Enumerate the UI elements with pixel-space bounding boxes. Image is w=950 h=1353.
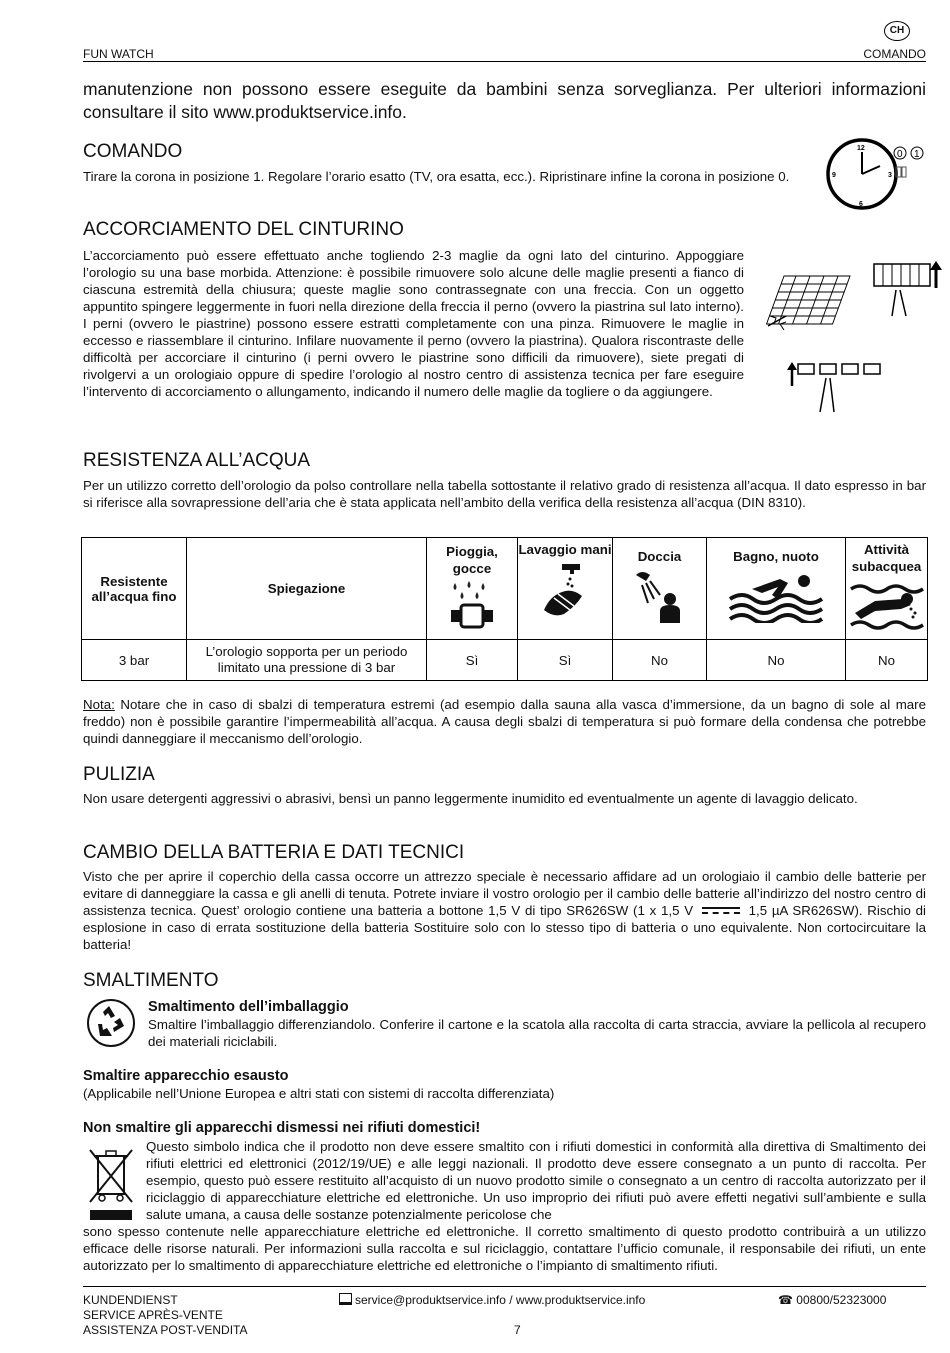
rain-drops-icon xyxy=(447,581,497,631)
apparecchio-title: Smaltire apparecchio esausto xyxy=(83,1068,289,1084)
header-pioggia-label: Pioggia, gocce xyxy=(446,544,498,576)
water-resistance-table xyxy=(81,537,928,681)
domestici-text-full: sono spesso contenute nelle apparecchiature elettriche ed elettroniche. Il corretto smaltimento di questo prodotto contribuirà a un utilizzo efficace delle risorse naturali. Per informazioni sulla raccolta e sul riciclaggio, contattare l’ufficio comunale, il responsabile dei rifiuti, un ente autorizzato per lo smaltimento di apparecchiature elettriche ed elettroniche o l’impianto di smaltimento rifiuti. xyxy=(83,1224,926,1273)
intro-text: manutenzione non possono essere eseguite da bambini senza sorveglianza. Per ulteriori informazioni consultare il sito www.produktservice.info. xyxy=(83,79,926,122)
note-paragraph xyxy=(83,696,926,747)
note-text: Notare che in caso di sbalzi di temperatura estremi (ad esempio dalla sauna alla vasca d’immersione, da un bagno di sole al mare freddo) non è possibile garantire l’impermeabilità all’acqua. A causa degli sbalzi di temperatura si può formare della condensa che potrebbe quindi danneggiare il meccanismo dell’orologio. xyxy=(83,697,926,746)
page-number: 7 xyxy=(514,1323,521,1337)
header-spiegazione: Spiegazione xyxy=(187,538,427,640)
clock-number-6: 6 xyxy=(859,201,863,208)
crown-position-1: 1 xyxy=(914,149,920,160)
resistenza-text: Per un utilizzo corretto dell’orologio da polso controllare nella tabella sottostante il relativo grado di resistenza all’acqua. Il dato espresso in bar si riferisce alla sovrapressione dell’aria che è stata applicata nell’ambito della verifica della resistenza all’acqua (DIN 8310). xyxy=(83,478,926,510)
domestici-title: Non smaltire gli apparecchi dismessi nei rifiuti domestici! xyxy=(83,1120,481,1136)
imballaggio-text: Smaltire l’imballaggio differenziandolo. Conferire il cartone e la scatola alla raccolta di carta straccia, avviare la pellicola al recupero dei materiali riciclabili. xyxy=(148,1017,926,1049)
cell-subacquea: No xyxy=(846,640,928,681)
resistenza-title: RESISTENZA ALL’ACQUA xyxy=(83,450,311,471)
header-right: COMANDO xyxy=(863,47,926,61)
note-label: Nota: xyxy=(83,697,115,712)
crown-position-0: 0 xyxy=(897,149,903,160)
footer-line-2: SERVICE APRÈS-VENTE xyxy=(83,1308,223,1322)
batteria-text-2: 1,5 µA SR626SW). Rischio di esplosione in caso di errata sostituzione della batteria Sostituire solo con lo stesso tipo di batteria o uno equivalente. Non cortocircuitare la batteria! xyxy=(83,903,926,952)
phone-icon: ☎ xyxy=(778,1293,793,1307)
header-doccia xyxy=(613,538,707,640)
cell-spiegazione: L’orologio sopporta per un periodo limitato una pressione di 3 bar xyxy=(187,640,427,681)
shower-icon xyxy=(632,569,688,625)
footer-rule xyxy=(83,1286,926,1287)
pulizia-text: Non usare detergenti aggressivi o abrasivi, bensì un panno leggermente inumidito ed eventualmente un agente di lavaggio delicato. xyxy=(83,791,858,806)
footer-service-lines xyxy=(83,1293,247,1338)
cell-doccia: No xyxy=(613,640,707,681)
comando-text: Tirare la corona in posizione 1. Regolare l’orario esatto (TV, ora esatta, ecc.). Ripristinare infine la corona in posizione 0. xyxy=(83,169,790,184)
footer-phone xyxy=(778,1293,886,1308)
batteria-text xyxy=(83,868,926,953)
footer-phone-number: 00800/52323000 xyxy=(796,1293,887,1307)
header-lavaggio-label: Lavaggio mani xyxy=(518,542,612,557)
clock-number-3: 3 xyxy=(888,172,892,179)
swimming-icon xyxy=(726,569,826,623)
cell-bar: 3 bar xyxy=(82,640,187,681)
table-row xyxy=(82,640,928,681)
recycling-icon xyxy=(86,998,136,1048)
header-pioggia xyxy=(427,538,518,640)
footer-contact xyxy=(339,1293,645,1308)
hand-washing-icon xyxy=(540,562,590,618)
footer-line-1: KUNDENDIENST xyxy=(83,1293,178,1307)
footer-contact-text[interactable]: service@produktservice.info / www.produktservice.info xyxy=(355,1293,646,1307)
dc-symbol-icon xyxy=(698,906,744,916)
batteria-text-1: Visto che per aprire il coperchio della cassa occorre un attrezzo speciale è necessario affidare ad un orologiaio il cambio delle batterie per evitare di danneggiare la cassa e gli anelli di tenuta. Potrete inviare il vostro orologio per il cambio delle batterie all’indirizzo del nostro centro di assistenza tecnica. Quest’ orologio contiene una batteria a bottone 1,5 V di tipo SR626SW (1 x 1,5 V xyxy=(83,869,926,918)
clock-number-9: 9 xyxy=(832,172,836,179)
imballaggio-title: Smaltimento dell’imballaggio xyxy=(148,999,349,1015)
header-left: FUN WATCH xyxy=(83,47,154,61)
header-bagno-label: Bagno, nuoto xyxy=(733,549,819,564)
computer-icon xyxy=(339,1293,352,1305)
cell-pioggia: Sì xyxy=(427,640,518,681)
header-bagno xyxy=(707,538,846,640)
header-resistente: Resistente all’acqua fino xyxy=(82,538,187,640)
weee-crossed-bin-icon xyxy=(86,1146,136,1222)
header-subacquea-label: Attività subacquea xyxy=(851,542,922,574)
smaltimento-title: SMALTIMENTO xyxy=(83,970,219,991)
comando-title: COMANDO xyxy=(83,141,183,162)
batteria-title: CAMBIO DELLA BATTERIA E DATI TECNICI xyxy=(83,842,465,863)
accorciamento-title: ACCORCIAMENTO DEL CINTURINO xyxy=(83,219,404,240)
clock-number-12: 12 xyxy=(857,145,865,152)
country-badge: CH xyxy=(884,21,910,41)
cell-bagno: No xyxy=(707,640,846,681)
header-subacquea xyxy=(846,538,928,640)
pulizia-title: PULIZIA xyxy=(83,764,155,785)
accorciamento-text: L’accorciamento può essere effettuato anche togliendo 2-3 maglie da ogni lato del cinturino. Appoggiare l’orologio su una base morbida. Attenzione: è possibile rimuovere solo alcune delle maglie presenti a fianco di ciascuna estremità della chiusura; queste maglie sono contrassegnate con una freccia. Con un oggetto appuntito spingere leggermente in fuori nella direzione della freccia il perno (ovvero la piastrina sul lato interno). I perni (ovvero le piastrine) possono essere estratti completamente con una pinza. Rimuovere le maglie in eccesso e riassemblare il cinturino. Infilare nuovamente il perno (ovvero la piastrina). Qualora riscontraste delle difficoltà per accorciare il cinturino (i perni ovvero le piastrine sono difficili da rimuovere), siete pregati di rivolgervi a un orologiaio oppure di spedire l’orologio al nostro centro di assistenza tecnica per fare eseguire l’intervento di accorciamento o allungamento, indicando il numero delle maglie da togliere o da aggiungere. xyxy=(83,248,744,399)
table-header-row xyxy=(82,538,928,640)
strap-shortening-illustration xyxy=(760,256,945,421)
cell-lavaggio: Sì xyxy=(518,640,613,681)
domestici-text-indented: Questo simbolo indica che il prodotto non deve essere smaltito con i rifiuti domestici in conformità alla direttiva di Smaltimento dei rifiuti elettrici ed elettronici (2012/19/UE) e alle leggi nazionali. Il prodotto deve essere consegnato a un punto di raccolta. Per esempio, questo può essere restituito all’acquisto di un nuovo prodotto simile o consegnato a un centro di raccolta autorizzato per il riciclaggio di apparecchiature elettriche ed elettroniche. Un uso improprio dei rifiuti può avere effetti negativi sull’ambiente e sulla salute umana, a causa delle sostanze potenzialmente pericolose che xyxy=(146,1139,926,1222)
header-rule xyxy=(83,61,926,62)
clock-crown-icon xyxy=(822,136,928,214)
apparecchio-text: (Applicabile nell’Unione Europea e altri stati con sistemi di raccolta differenziata) xyxy=(83,1086,555,1101)
header-lavaggio xyxy=(518,538,613,640)
footer-line-3: ASSISTENZA POST-VENDITA xyxy=(83,1323,248,1337)
header-doccia-label: Doccia xyxy=(637,549,682,564)
diving-icon xyxy=(847,579,927,633)
